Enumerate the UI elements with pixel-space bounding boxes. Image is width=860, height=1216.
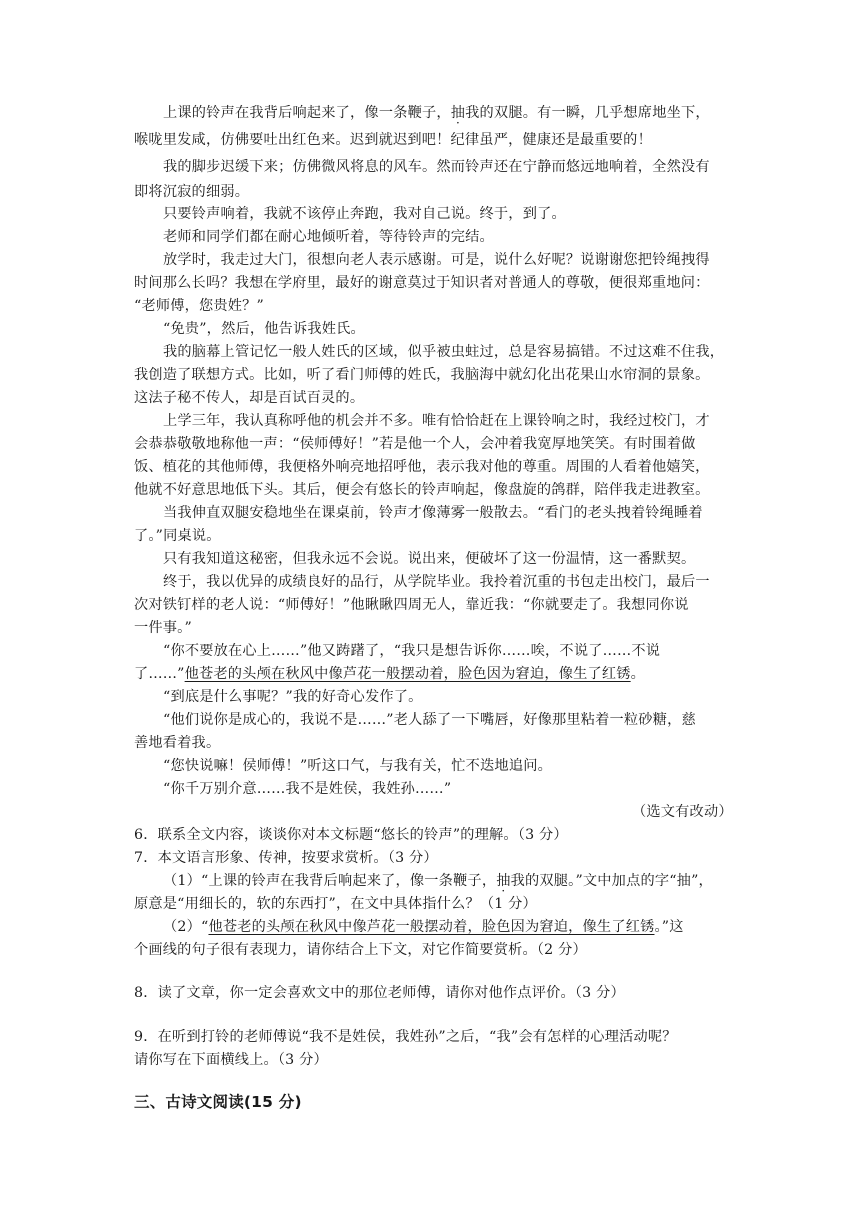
passage-line: “他们说你是成心的，我说不是……”老人舔了一下嘴唇，好像那里粘着一粒砂糖，慈 <box>163 712 696 728</box>
question-8: 8．读了文章，你一定会喜欢文中的那位老师傅，请你对他作点评价。（3 分） <box>134 985 625 1001</box>
passage-line: 饭、植花的其他师傅，我便格外响亮地招呼他，表示我对他的尊重。周围的人看着他嬉笑， <box>134 459 710 475</box>
passage-line: 终于，我以优异的成绩良好的品行，从学院毕业。我拎着沉重的书包走出校门，最后一 <box>163 574 710 590</box>
section-heading: 三、古诗文阅读(15 分) <box>134 1093 302 1111</box>
passage-line: 当我伸直双腿安稳地坐在课桌前，铃声才像薄雾一般散去。“看门的老头拽着铃绳睡着 <box>163 505 703 521</box>
question-7: 7．本文语言形象、传神，按要求赏析。（3 分） <box>134 850 438 866</box>
question-7-part-1-cont: 原意是“用细长的，软的东西打”，在文中具体指什么？（1 分） <box>134 896 537 912</box>
question-9: 9．在听到打铃的老师傅说“我不是姓侯，我姓孙”之后，“我”会有怎样的心理活动呢？ <box>134 1029 677 1045</box>
underlined-sentence: 他苍老的头颅在秋风中像芦花一般摆动着，脸色因为窘迫，像生了红锈 <box>184 666 631 682</box>
passage-line: 会恭恭敬敬地称他一声：“侯师傅好！”若是他一个人，会冲着我宽厚地笑笑。有时围着做 <box>134 436 696 452</box>
passage-line: “到底是什么事呢？”我的好奇心发作了。 <box>163 689 423 705</box>
question-7-part-2-cont: 个画线的句子很有表现力，请你结合上下文，对它作简要赏析。（2 分） <box>134 942 587 958</box>
passage-line: “你千万别介意……我不是姓侯，我姓孙……” <box>163 781 452 797</box>
passage-line: 这法子秘不传人，却是百试百灵的。 <box>134 390 365 406</box>
passage-line: 即将沉寂的细弱。 <box>134 184 250 200</box>
passage-line: 上课的铃声在我背后响起来了，像一条鞭子，抽我的双腿。有一瞬，几乎想席地坐下， <box>163 105 710 121</box>
passage-line: “您快说嘛！侯师傅！”听这口气，与我有关，忙不迭地追问。 <box>163 758 552 774</box>
passage-line: “老师傅，您贵姓？” <box>134 298 265 314</box>
question-9-cont: 请你写在下面横线上。（3 分） <box>134 1052 328 1068</box>
passage-line: 善地看着我。 <box>134 735 221 751</box>
passage-line: 只有我知道这秘密，但我永远不会说。说出来，便破坏了这一份温情，这一番默契。 <box>163 551 696 567</box>
passage-line: 了。”同桌说。 <box>134 528 221 544</box>
emphasis-dot-char: 抽 <box>496 873 511 889</box>
passage-line: 时间那么长吗？我想在学府里，最好的谢意莫过于知识者对普通人的尊敬，便很郑重地问： <box>134 275 710 291</box>
passage-line: 喉咙里发咸，仿佛要吐出红色来。迟到就迟到吧！纪律虽严，健康还是最重要的！ <box>134 132 652 148</box>
passage-line: 上学三年，我认真称呼他的机会并不多。唯有恰恰赶在上课铃响之时，我经过校门，才 <box>163 413 710 429</box>
passage-line: 只要铃声响着，我就不该停止奔跑，我对自己说。终于，到了。 <box>163 206 566 222</box>
source-note: （选文有改动） <box>632 804 733 820</box>
question-6: 6．联系全文内容，谈谈你对本文标题“悠长的铃声”的理解。（3 分） <box>134 827 568 843</box>
passage-line: “你不要放在心上……”他又踌躇了，“我只是想告诉你……唉，不说了……不说 <box>163 643 661 659</box>
passage-line: 他就不好意思地低下头。其后，便会有悠长的铃声响起，像盘旋的鸽群，陪伴我走进教室。 <box>134 482 710 498</box>
question-7-part-1: （1）“上课的铃声在我背后响起来了，像一条鞭子，抽我的双腿。”文中加点的字“抽”， <box>163 873 713 889</box>
emphasis-dot-char: 抽 <box>450 105 466 121</box>
passage-line: “免贵”，然后，他告诉我姓氏。 <box>163 321 365 337</box>
passage-line: 放学时，我走过大门，很想向老人表示感谢。可是，说什么好呢？说谢谢您把铃绳拽得 <box>163 252 710 268</box>
passage-line: 了……”他苍老的头颅在秋风中像芦花一般摆动着，脸色因为窘迫，像生了红锈。 <box>134 666 646 682</box>
underlined-sentence: 他苍老的头颅在秋风中像芦花一般摆动着，脸色因为窘迫，像生了红锈 <box>208 919 655 935</box>
passage-line: 一件事。” <box>134 620 192 636</box>
passage-line: 我的脑幕上管记忆一般人姓氏的区域，似乎被虫蛀过，总是容易搞错。不过这难不住我， <box>163 344 725 360</box>
question-7-part-2: （2）“他苍老的头颅在秋风中像芦花一般摆动着，脸色因为窘迫，像生了红锈。”这 <box>163 919 684 935</box>
passage-line: 次对铁钉样的老人说：“师傅好！”他瞅瞅四周无人，靠近我：“你就要走了。我想同你说 <box>134 597 689 613</box>
passage-line: 老师和同学们都在耐心地倾听着，等待铃声的完结。 <box>163 229 494 245</box>
passage-line: 我的脚步迟缓下来；仿佛微风将息的风车。然而铃声还在宁静而悠远地响着，全然没有 <box>163 159 710 175</box>
passage-line: 我创造了联想方式。比如，听了看门师傅的姓氏，我脑海中就幻化出花果山水帘洞的景象。 <box>134 367 710 383</box>
